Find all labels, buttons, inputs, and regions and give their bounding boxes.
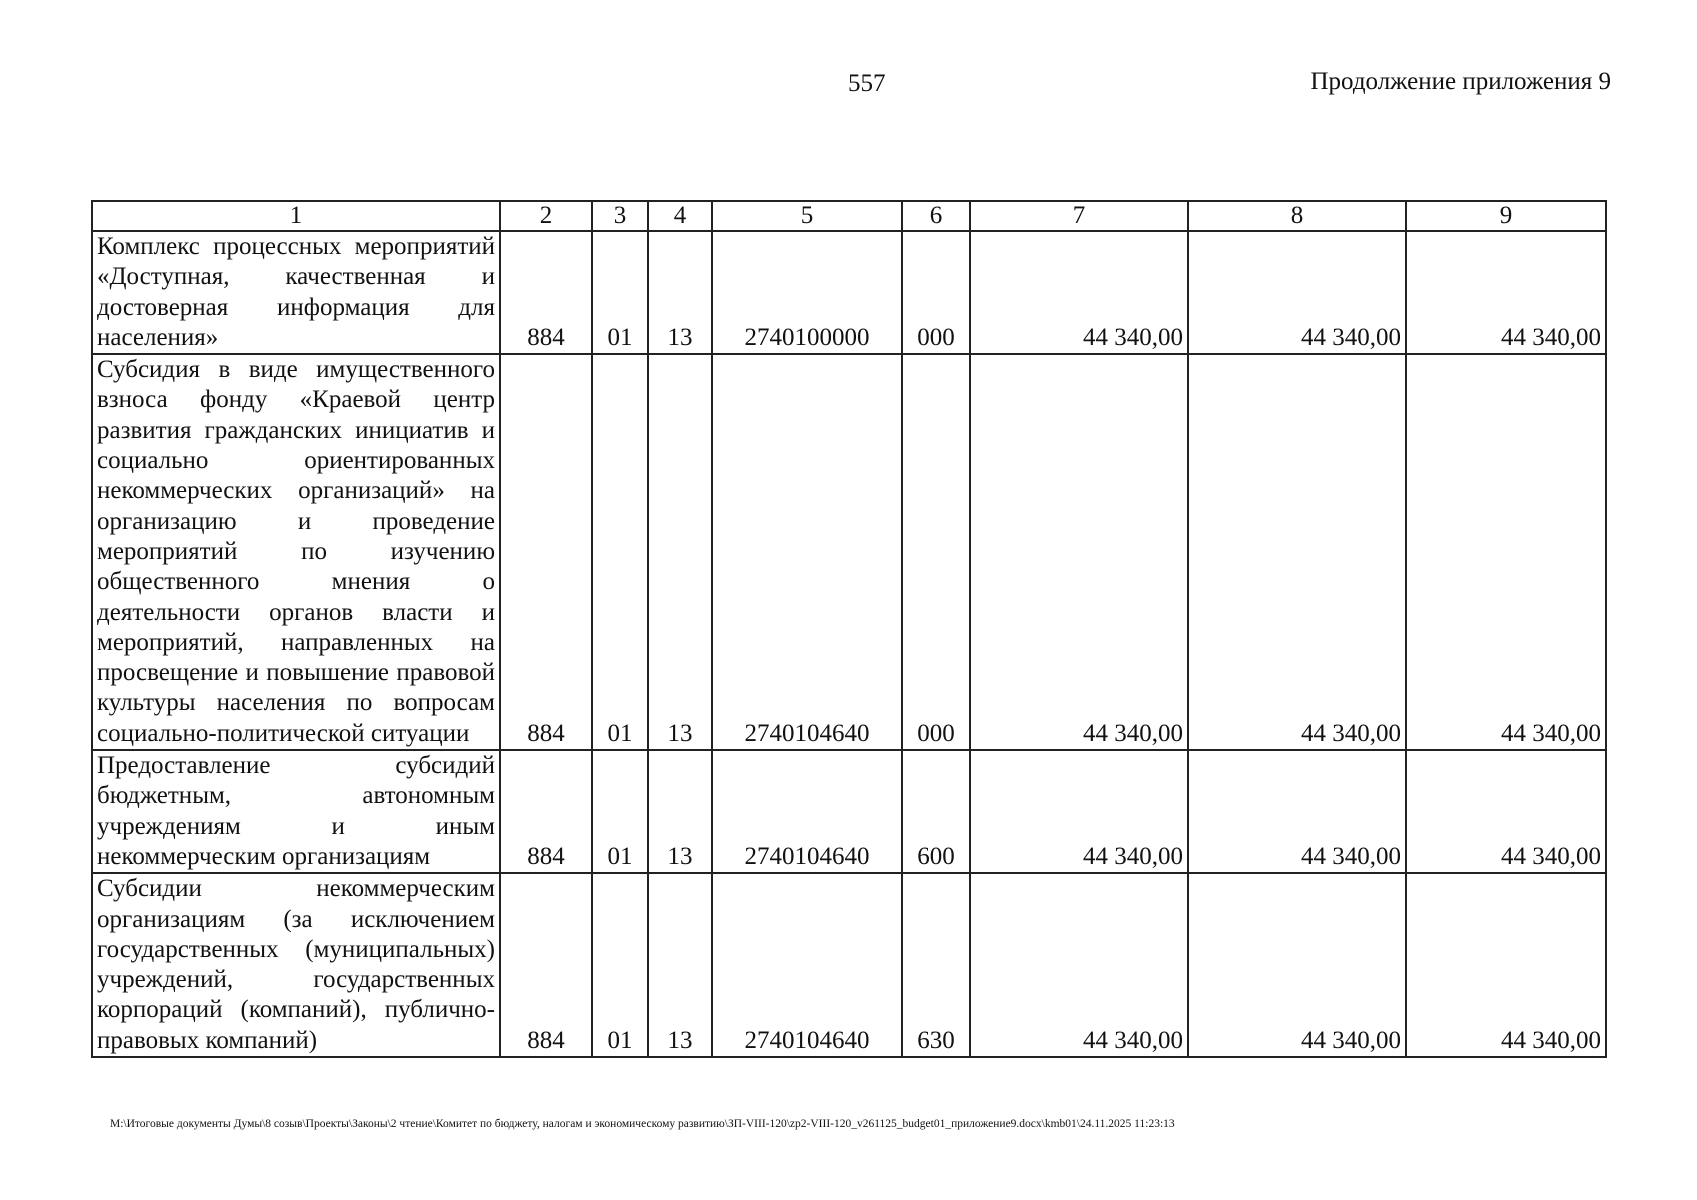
section-code: 01 xyxy=(592,750,648,873)
row-name: Комплекс процессных мероприятий «Доступная, качественная и достоверная информация для населения» xyxy=(92,231,500,354)
column-header: 5 xyxy=(712,201,902,231)
ministry-code: 884 xyxy=(500,354,592,750)
column-header: 7 xyxy=(970,201,1188,231)
amount-col9: 44 340,00 xyxy=(1406,750,1606,873)
column-header: 2 xyxy=(500,201,592,231)
row-name: Предоставление субсидий бюджетным, автономным учреждениям и иным некоммерческим организациям xyxy=(92,750,500,873)
column-header: 8 xyxy=(1188,201,1406,231)
expense-type-code: 630 xyxy=(902,873,970,1057)
ministry-code: 884 xyxy=(500,873,592,1057)
expense-type-code: 000 xyxy=(902,354,970,750)
amount-col9: 44 340,00 xyxy=(1406,354,1606,750)
page-number: 557 xyxy=(848,70,886,97)
table-row xyxy=(92,354,1606,750)
amount-col7: 44 340,00 xyxy=(970,873,1188,1057)
document-file-path: M:\Итоговые документы Думы\8 созыв\Проекты\Законы\2 чтение\Комитет по бюджету, налогам и экономическому развитию\ЗП-VIII-120\zp2-VIII-120_v261125_budget01_приложение9.docx\kmb01\24.11.2025 11:23:13 xyxy=(110,1118,1175,1130)
ministry-code: 884 xyxy=(500,750,592,873)
row-name: Субсидия в виде имущественного взноса фонду «Краевой центр развития гражданских инициатив и социально ориентированных некоммерческих организаций» на организацию и проведение мероприятий по изучению общественного мнения о деятельности органов власти и мероприятий, направленных на просвещение и повышение правовой культуры населения по вопросам социально-политической ситуации xyxy=(92,354,500,750)
section-code: 01 xyxy=(592,231,648,354)
subsection-code: 13 xyxy=(648,873,712,1057)
ministry-code: 884 xyxy=(500,231,592,354)
section-code: 01 xyxy=(592,354,648,750)
target-article-code: 2740104640 xyxy=(712,354,902,750)
expense-type-code: 000 xyxy=(902,231,970,354)
column-header: 6 xyxy=(902,201,970,231)
amount-col7: 44 340,00 xyxy=(970,750,1188,873)
amount-col8: 44 340,00 xyxy=(1188,231,1406,354)
amount-col7: 44 340,00 xyxy=(970,354,1188,750)
amount-col8: 44 340,00 xyxy=(1188,354,1406,750)
amount-col7: 44 340,00 xyxy=(970,231,1188,354)
section-code: 01 xyxy=(592,873,648,1057)
target-article-code: 2740104640 xyxy=(712,750,902,873)
row-name: Субсидии некоммерческим организациям (за исключением государственных (муниципальных) учреждений, государственных корпораций (компаний), публично-правовых компаний) xyxy=(92,873,500,1057)
subsection-code: 13 xyxy=(648,231,712,354)
amount-col9: 44 340,00 xyxy=(1406,231,1606,354)
target-article-code: 2740100000 xyxy=(712,231,902,354)
table-row xyxy=(92,750,1606,873)
table-row xyxy=(92,873,1606,1057)
column-header: 3 xyxy=(592,201,648,231)
amount-col9: 44 340,00 xyxy=(1406,873,1606,1057)
amount-col8: 44 340,00 xyxy=(1188,750,1406,873)
target-article-code: 2740104640 xyxy=(712,873,902,1057)
column-number-row xyxy=(92,201,1606,231)
amount-col8: 44 340,00 xyxy=(1188,873,1406,1057)
budget-table xyxy=(91,200,1607,1058)
table-row xyxy=(92,231,1606,354)
subsection-code: 13 xyxy=(648,354,712,750)
appendix-continuation-label: Продолжение приложения 9 xyxy=(1310,68,1611,95)
column-header: 4 xyxy=(648,201,712,231)
column-header: 1 xyxy=(92,201,500,231)
subsection-code: 13 xyxy=(648,750,712,873)
column-header: 9 xyxy=(1406,201,1606,231)
expense-type-code: 600 xyxy=(902,750,970,873)
